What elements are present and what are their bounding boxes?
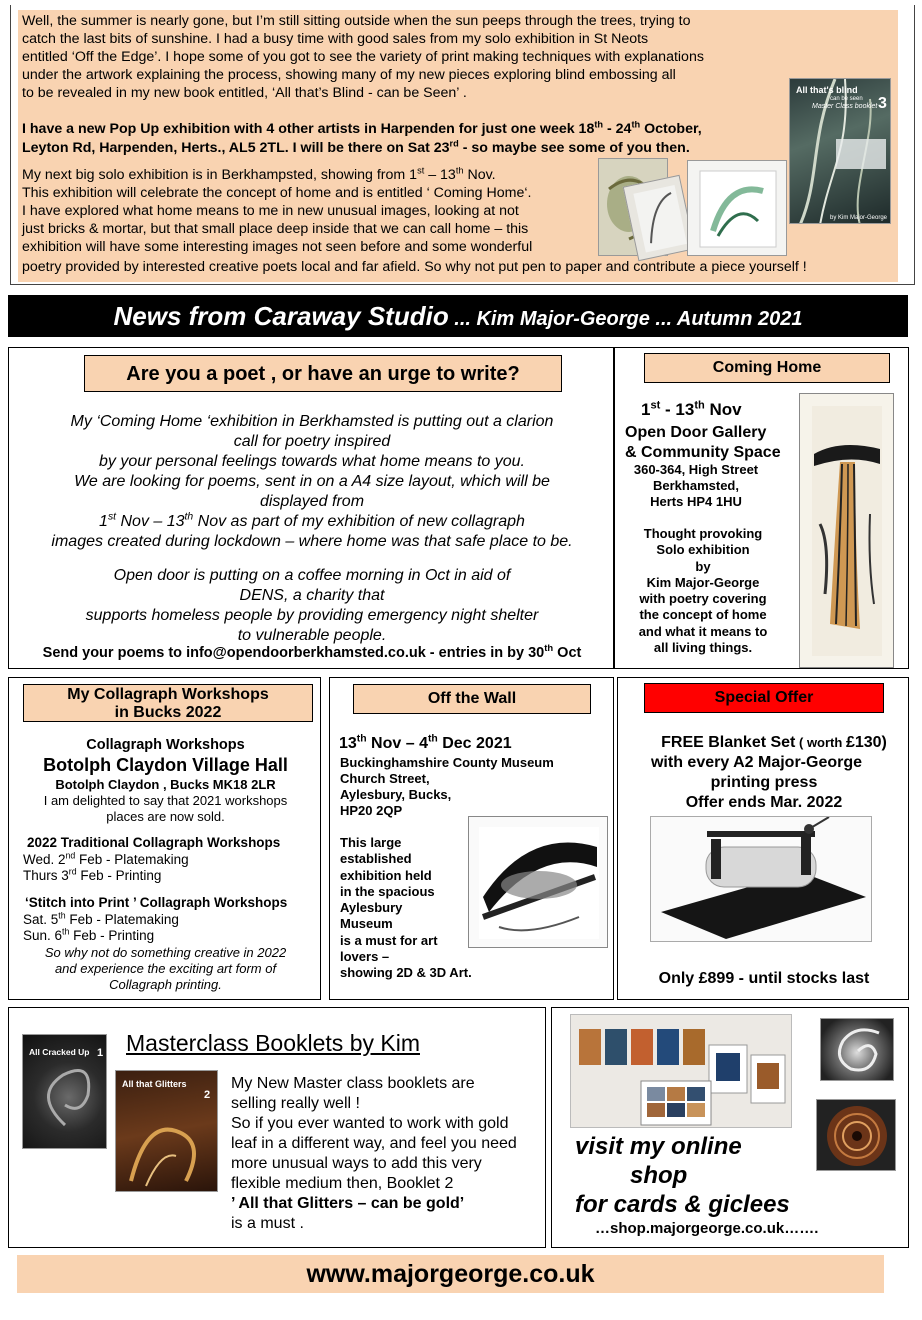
off-the-wall-artwork [468, 816, 608, 948]
desc-line: with poetry covering [639, 591, 767, 607]
stitch-title: ‘Stitch into Print ’ Collagraph Workshops [25, 895, 288, 910]
workshops-section [8, 677, 321, 1000]
intro-line [22, 139, 792, 158]
closing-line: and experience the exciting art form of [54, 961, 277, 976]
desc-line: the concept of home [639, 607, 767, 623]
poet-body [9, 412, 615, 552]
intro-line-last: poetry provided by interested creative poets local and far afield. So why not put pen to paper and contribute a piece yourself ! [22, 259, 807, 275]
book-series: Master Class booklet [812, 103, 878, 110]
circle-art [817, 1100, 896, 1171]
tagline-line: shop [630, 1162, 688, 1189]
intro-paragraph-2 [22, 120, 792, 158]
text: Nov – 13 [116, 513, 185, 530]
sup: th [544, 642, 554, 654]
traditional-dates [23, 852, 189, 884]
text: Feb - Printing [69, 928, 155, 943]
workshops-title: Collagraph Workshops [86, 737, 245, 753]
text: - 24 [603, 121, 632, 137]
sup: th [427, 733, 438, 745]
book-cover-all-that-glitters [115, 1070, 218, 1192]
text: October, [640, 121, 702, 137]
poet-line: to vulnerable people. [237, 627, 387, 644]
poet-line: by your personal feelings towards what home means to you. [98, 453, 525, 470]
body-line: flexible medium then, Booklet 2 [231, 1175, 454, 1192]
workshops-address: Botolph Claydon , Bucks MK18 2LR [55, 777, 276, 792]
text: I have a new Pop Up exhibition with 4 other artists in Harpenden for just one week 18 [22, 121, 595, 137]
text: Nov. [463, 167, 496, 183]
off-the-wall-description [340, 835, 472, 982]
note-line: places are now sold. [106, 809, 225, 824]
text: Feb - Printing [76, 868, 162, 883]
body-line: selling really well ! [231, 1095, 360, 1112]
address-line: 360-364, High Street [633, 462, 759, 477]
tagline-line: visit my online [575, 1133, 742, 1160]
book-title: All that Glitters [122, 1079, 187, 1089]
venue-line: & Community Space [625, 444, 781, 461]
desc-line: This large [340, 835, 402, 850]
heading-line: My Collagraph Workshops [67, 686, 269, 703]
online-shop-section [551, 1007, 909, 1248]
text: 13 [339, 735, 357, 752]
masterclass-body [231, 1074, 517, 1234]
poet-line: supports homeless people by providing emergency night shelter [85, 607, 539, 624]
workshops-heading [23, 684, 313, 722]
text: 1 [99, 513, 108, 530]
desc-line: lovers – [340, 949, 390, 965]
off-the-wall-dates [339, 735, 512, 753]
banner-title: News from Caraway Studio [113, 301, 449, 331]
desc-line: Aylesbury [340, 900, 403, 916]
text: Nov [704, 400, 742, 419]
poet-line [9, 512, 615, 532]
spiral-art [821, 1019, 894, 1081]
intro-line [22, 166, 612, 184]
sup: st [417, 165, 425, 176]
workshops-venue: Botolph Claydon Village Hall [43, 755, 288, 775]
body-line: ’ All that Glitters – can be gold’ [231, 1195, 465, 1212]
text: 1 [641, 400, 651, 419]
address-line: Berkhamsted, [653, 478, 739, 493]
poet-line: Open door is putting on a coffee morning in Oct in aid of [113, 567, 511, 584]
note-line: I am delighted to say that 2021 workshops [43, 793, 288, 808]
masterclass-section [8, 1007, 546, 1248]
off-the-wall-heading: Off the Wall [353, 684, 591, 714]
coming-home-heading: Coming Home [644, 353, 890, 383]
closing-line: Collagraph printing. [109, 977, 222, 992]
intro-line: under the artwork explaining the process, showing many of my new pieces exploring blind embossing all [22, 67, 676, 83]
sup: st [650, 399, 661, 412]
off-the-wall-venue [340, 755, 554, 819]
text: Sun. 6 [23, 928, 63, 943]
intro-panel [18, 10, 898, 282]
intro-paragraph-3 [22, 166, 612, 256]
sup: th [58, 910, 66, 921]
traditional-title: 2022 Traditional Collagraph Workshops [27, 835, 281, 850]
book-title: All that's blind [796, 85, 858, 95]
shop-tagline [575, 1132, 790, 1219]
book-author: by Kim Major-George [830, 215, 888, 221]
sup: th [455, 165, 464, 176]
intro-paragraph-1 [22, 12, 792, 102]
book-cover-all-thats-blind [789, 78, 891, 224]
artwork-eye [469, 817, 608, 948]
sup: th [184, 511, 194, 523]
body-line: is a must . [231, 1215, 304, 1232]
circle-art-photo [816, 1099, 896, 1171]
book-subtitle: can be seen [830, 96, 863, 102]
intro-line [22, 120, 792, 139]
shop-link[interactable]: …shop.majorgeorge.co.uk……. [595, 1220, 819, 1237]
text: My next big solo exhibition is in Berkhampsted, showing from 1 [22, 167, 418, 183]
text: Nov – 4 [366, 735, 428, 752]
poet-body-2 [9, 566, 615, 646]
date-line [23, 928, 179, 944]
poet-submit-line [9, 642, 615, 661]
stitch-dates [23, 912, 179, 944]
heading-line: in Bucks 2022 [114, 704, 222, 721]
text: Dec 2021 [437, 735, 512, 752]
spiral-art-photo [820, 1018, 894, 1081]
book-cover-all-cracked-up [22, 1034, 107, 1149]
address-line: Herts HP4 1HU [650, 494, 742, 509]
special-offer-section [617, 677, 909, 1000]
book-title: All Cracked Up [29, 1047, 90, 1057]
coming-home-dates [641, 400, 742, 420]
offer-line [618, 733, 910, 753]
text: Feb - Platemaking [75, 852, 189, 867]
text: - 13 [660, 400, 695, 419]
body-line: My New Master class booklets are [231, 1075, 475, 1092]
photo-art [688, 161, 787, 256]
news-banner [8, 295, 908, 337]
special-offer-heading: Special Offer [644, 683, 884, 713]
coming-home-artwork [799, 393, 894, 668]
offer-line: printing press [710, 774, 818, 791]
venue-line: Church Street, [340, 771, 430, 786]
sup: rd [449, 138, 459, 149]
special-offer-price: Only £899 - until stocks last [658, 970, 870, 987]
text: Sat. 5 [23, 912, 59, 927]
desc-line: and what it means to [638, 623, 768, 639]
venue-line: Open Door Gallery [625, 424, 767, 441]
offer-line: with every A2 Major-George [650, 754, 863, 771]
desc-line: showing 2D & 3D Art. [340, 965, 472, 981]
coming-home-venue [625, 423, 781, 463]
text: Oct [553, 645, 582, 661]
sup: rd [68, 866, 77, 877]
photo-coming-home-print-3 [687, 160, 787, 256]
body-line: leaf in a different way, and feel you need [231, 1135, 517, 1152]
venue-line: Aylesbury, Bucks, [340, 787, 452, 802]
banner-subtitle: ... Kim Major-George ... Autumn 2021 [448, 308, 803, 330]
intro-line: catch the last bits of sunshine. I had a busy time with good sales from my solo exhibition in St Neots [22, 31, 649, 47]
book-number: 1 [97, 1047, 104, 1059]
cards-photo [570, 1014, 792, 1128]
sup: th [594, 119, 604, 130]
tagline-line: for cards & giclees [575, 1191, 790, 1218]
workshops-closing [9, 945, 322, 993]
desc-line: Kim Major-George [646, 574, 760, 590]
coming-home-section [614, 347, 909, 669]
sup: th [62, 926, 70, 937]
text: - so maybe see some of you then. [458, 140, 690, 156]
off-the-wall-section [329, 677, 614, 1000]
sup: st [107, 511, 117, 523]
venue-line: HP20 2QP [340, 803, 403, 818]
coming-home-description [619, 526, 787, 656]
poet-heading: Are you a poet , or have an urge to write? [84, 355, 562, 392]
date-line [23, 852, 189, 868]
desc-line: exhibition held [340, 867, 432, 883]
poet-line: displayed from [259, 493, 365, 510]
text: Send your poems to info@opendoorberkhamsted.co.uk - entries in by 30 [42, 645, 545, 661]
book-number: 3 [878, 95, 887, 112]
text: Thurs 3 [23, 868, 69, 883]
printing-press-photo [650, 816, 872, 942]
text: Nov as part of my exhibition of new collagraph [193, 513, 525, 530]
text: ( worth [795, 735, 846, 750]
date-line [23, 912, 179, 928]
desc-line: Museum [340, 916, 393, 932]
poet-line: We are looking for poems, sent in on a A4 size layout, which will be [74, 473, 550, 490]
poet-line: call for poetry inspired [233, 433, 391, 450]
sup: th [631, 119, 641, 130]
text: Feb - Platemaking [65, 912, 179, 927]
special-offer-body [618, 733, 910, 813]
workshops-sold-note [9, 793, 322, 825]
intro-line: This exhibition will celebrate the concept of home and is entitled ‘ Coming Home‘. [22, 185, 532, 201]
book-number: 2 [204, 1089, 211, 1101]
sup: th [356, 733, 367, 745]
intro-line: exhibition will have some interesting images not seen before and some wonderful [22, 239, 533, 255]
poet-line: images created during lockdown – where home was that safe place to be. [51, 533, 573, 550]
artwork-tree [800, 394, 894, 668]
body-line: So if you ever wanted to work with gold [231, 1115, 509, 1132]
intro-line: just bricks & mortar, but that small place deep inside that we can call home – this [22, 221, 529, 237]
text: Wed. 2 [23, 852, 66, 867]
intro-line: I have explored what home means to me in new unusual images, looking at not [22, 203, 519, 219]
desc-line: Solo exhibition [656, 542, 750, 558]
desc-line: by [695, 558, 711, 574]
text: FREE Blanket Set [661, 734, 796, 751]
desc-line: established [340, 851, 412, 867]
sup: nd [65, 850, 76, 861]
poet-line: My ‘Coming Home ‘exhibition in Berkhamsted is putting out a clarion [70, 413, 554, 430]
text: £130) [845, 734, 887, 751]
cards-art [571, 1015, 792, 1128]
poet-section [8, 347, 614, 669]
offer-line: Offer ends Mar. 2022 [685, 794, 843, 811]
poet-line: DENS, a charity that [239, 587, 385, 604]
closing-line: So why not do something creative in 2022 [44, 945, 287, 960]
body-line: more unusual ways to add this very [231, 1155, 482, 1172]
desc-line: all living things. [653, 640, 753, 656]
text: – 13 [424, 167, 456, 183]
intro-line: entitled ‘Off the Edge’. I hope some of you got to see the variety of print making techniques with explanations [22, 49, 704, 65]
text: Leyton Rd, Harpenden, Herts., AL5 2TL. I will be there on Sat 23 [22, 140, 450, 156]
venue-line: Buckinghamshire County Museum [340, 755, 554, 770]
website-footer[interactable]: www.majorgeorge.co.uk [17, 1255, 884, 1293]
masterclass-heading: Masterclass Booklets by Kim [126, 1030, 420, 1056]
coming-home-address [621, 462, 771, 510]
intro-line: to be revealed in my new book entitled, ‘All that’s Blind - can be Seen’ . [22, 85, 467, 101]
sup: th [694, 399, 705, 412]
desc-line: in the spacious [340, 883, 435, 899]
printing-press-art [651, 817, 872, 942]
book-art-swirl [116, 1071, 218, 1192]
desc-line: Thought provoking [643, 526, 763, 541]
intro-line: Well, the summer is nearly gone, but I’m still sitting outside when the sun peeps through the trees, trying to [22, 13, 691, 29]
date-line [23, 868, 189, 884]
desc-line: is a must for art [340, 932, 438, 948]
